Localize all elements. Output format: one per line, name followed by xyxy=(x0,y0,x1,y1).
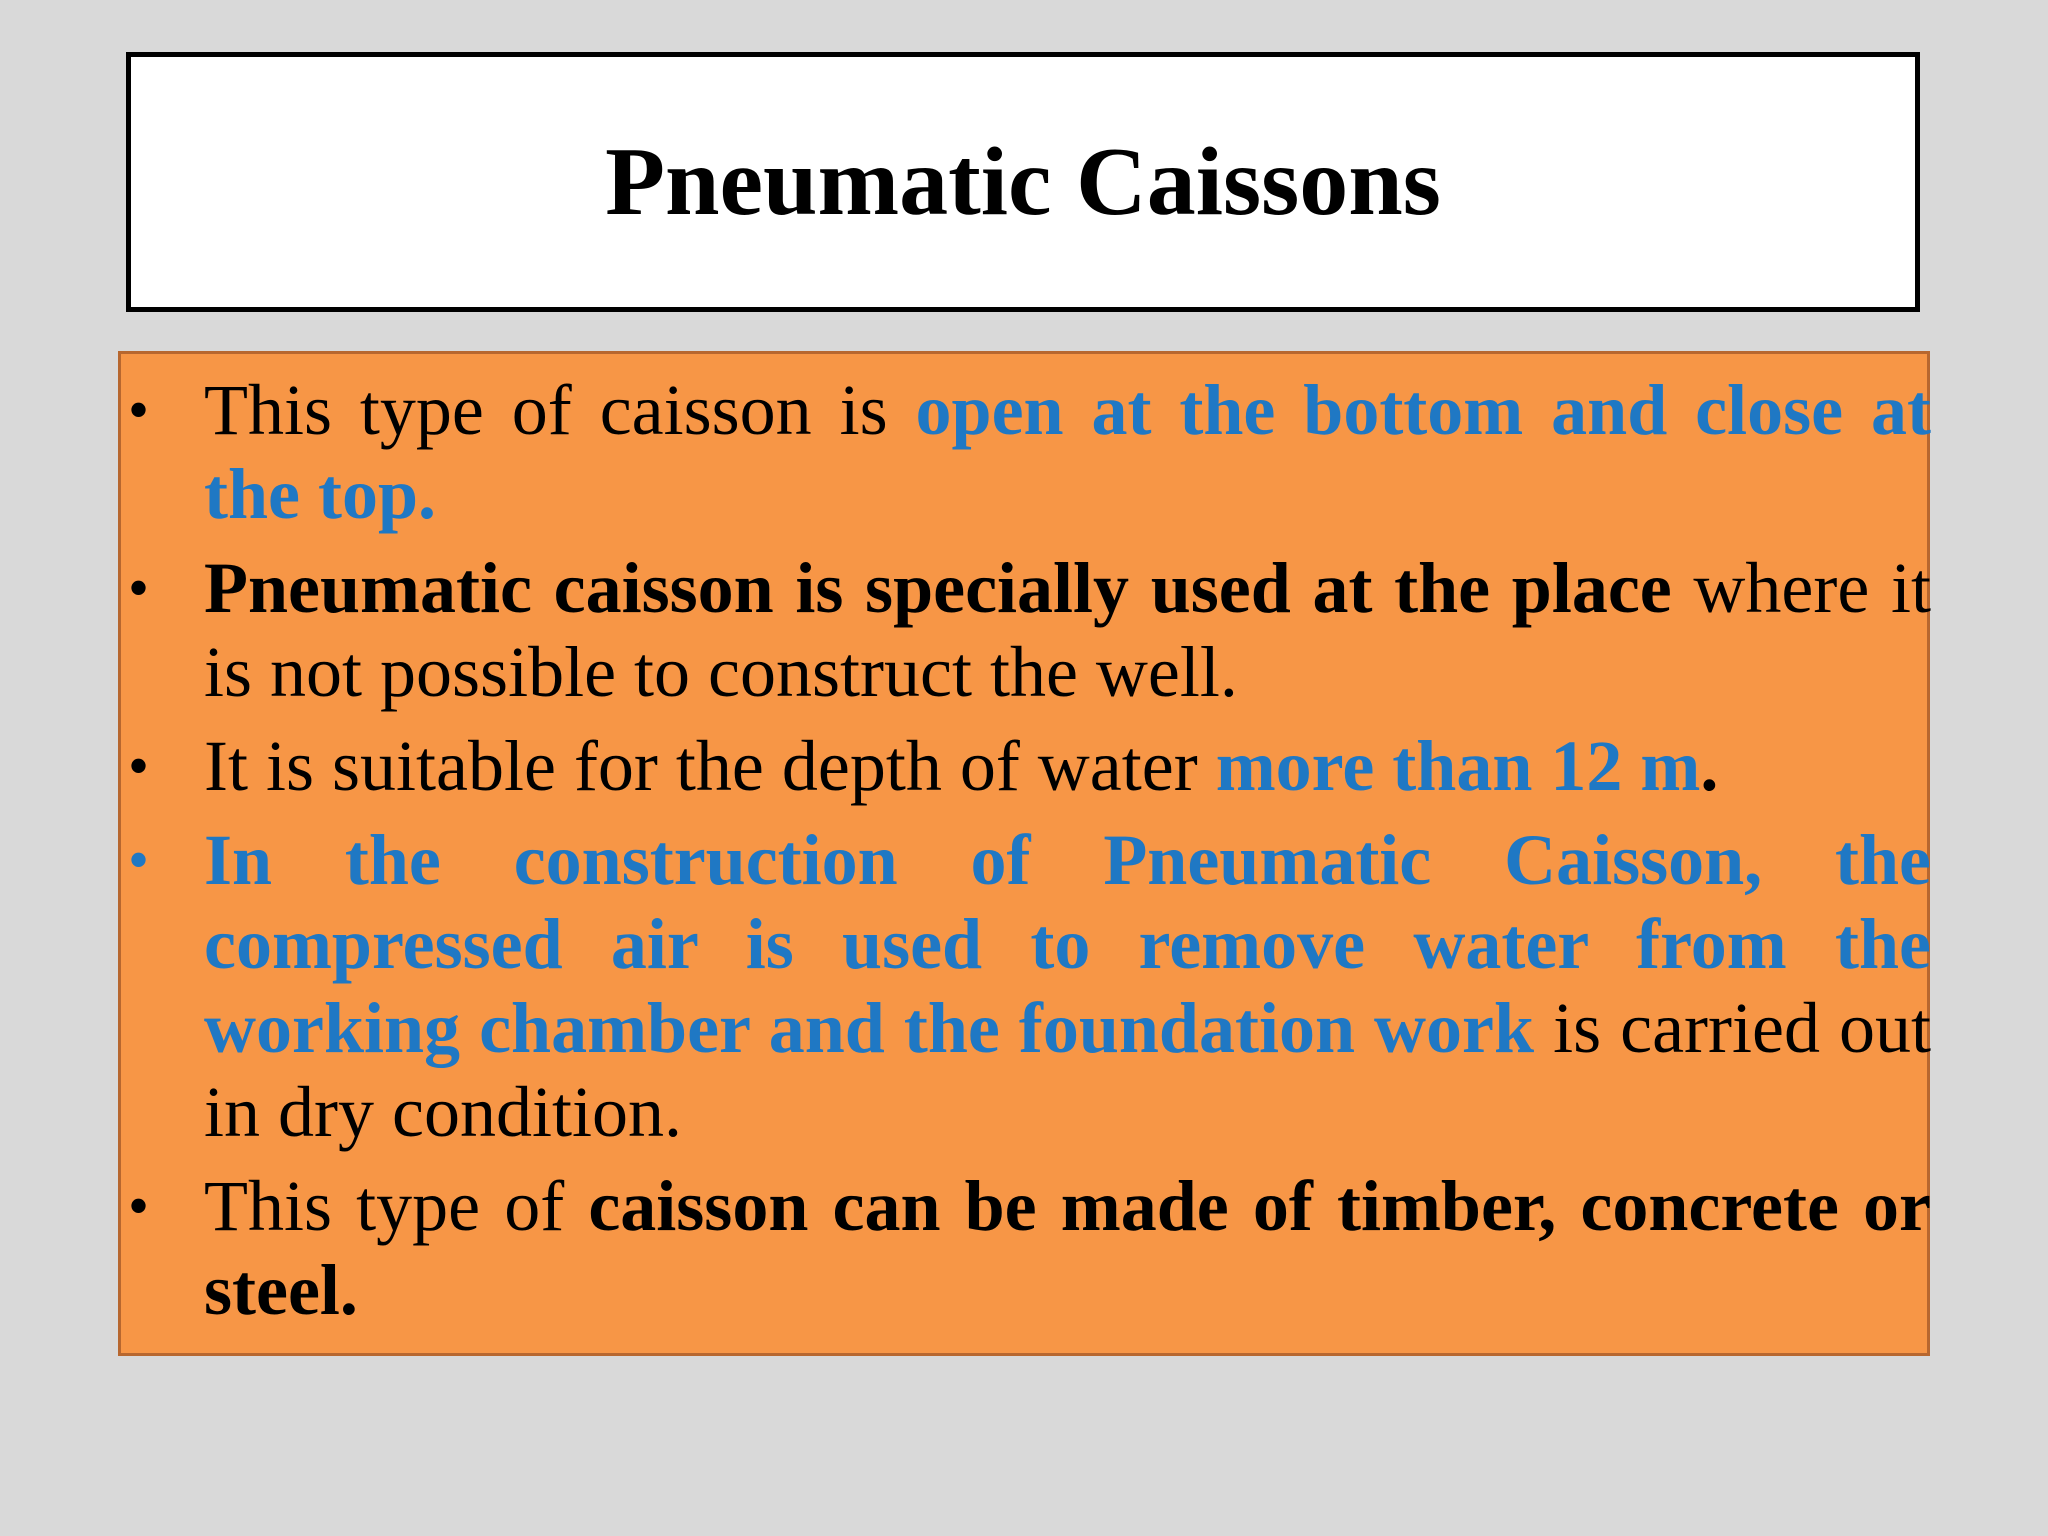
bullet-text-highlight: In the construction of Pneumatic Caisson, the compressed air is used to remove water from the working chamber and the foundation work xyxy=(204,820,1931,1068)
bullet-item xyxy=(121,724,1931,808)
slide-title: Pneumatic Caissons xyxy=(605,128,1441,236)
bullet-text-normal: This type of caisson is xyxy=(204,370,916,450)
bullet-text-normal: is carried out in dry condition. xyxy=(204,988,1931,1152)
bullet-item xyxy=(121,368,1931,536)
bullet-text-highlight: open at the bottom and close at the top. xyxy=(204,370,1932,534)
bullet-text-normal: It is suitable for the depth of water xyxy=(204,726,1216,806)
bullet-item xyxy=(121,546,1931,714)
bullet-dot-icon: • xyxy=(128,733,150,799)
bullet-dot-icon: • xyxy=(128,555,150,621)
title-box xyxy=(126,52,1920,312)
bullet-text-bold: Pneumatic caisson is specially used at the place xyxy=(204,548,1672,628)
content-box xyxy=(118,351,1930,1356)
bullet-text-bold: . xyxy=(1700,726,1719,806)
bullet-text-normal: This type of xyxy=(204,1166,589,1246)
bullet-item xyxy=(121,1164,1931,1332)
bullet-dot-icon: • xyxy=(128,1173,150,1239)
bullet-dot-icon: • xyxy=(128,827,150,893)
bullet-item xyxy=(121,818,1931,1154)
bullet-text-bold: caisson can be made of timber, concrete or steel. xyxy=(204,1166,1931,1330)
bullet-list xyxy=(121,368,1931,1342)
bullet-text-highlight: more than 12 m xyxy=(1215,726,1701,806)
bullet-dot-icon: • xyxy=(128,377,150,443)
bullet-text-normal: where it is not possible to construct the well. xyxy=(204,548,1931,712)
